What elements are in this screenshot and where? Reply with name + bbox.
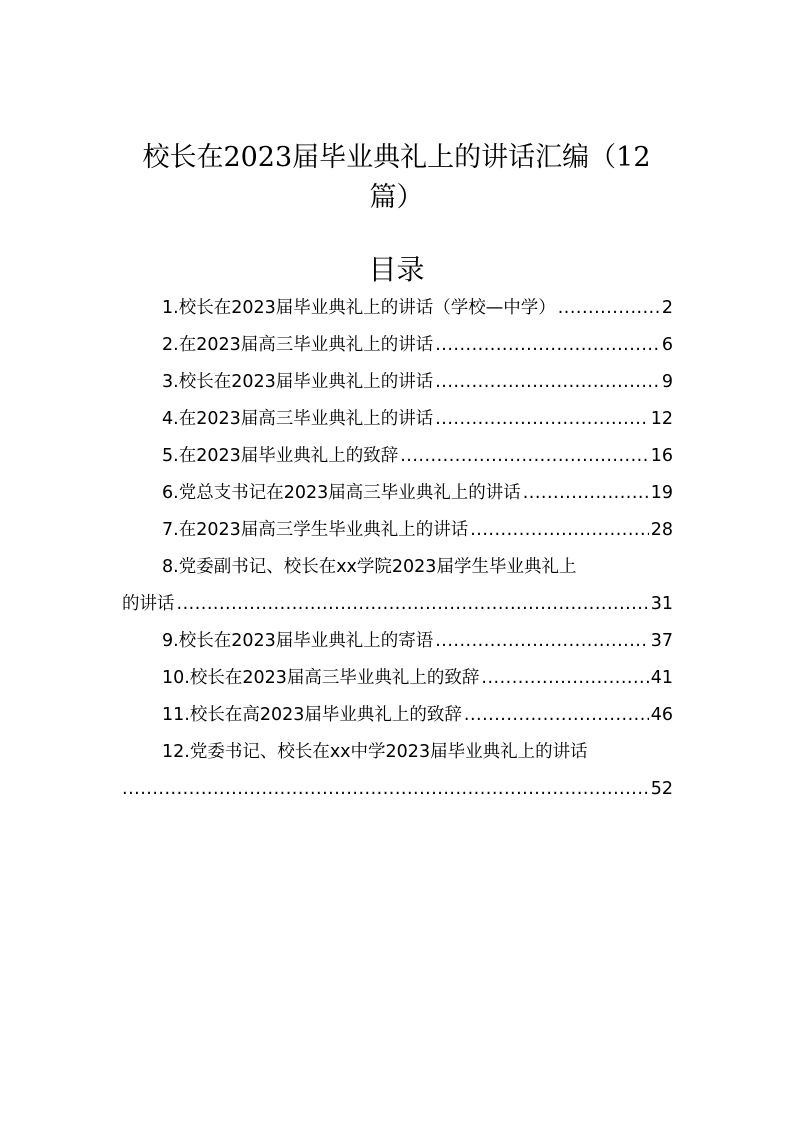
table-of-contents: [122, 290, 673, 808]
toc-entry[interactable]: [122, 549, 673, 623]
toc-entry-page: 41: [650, 668, 673, 688]
toc-entry[interactable]: [122, 697, 673, 734]
dot-leader: [122, 771, 649, 808]
toc-entry-page: 16: [650, 446, 673, 466]
toc-entry-page: 31: [650, 594, 673, 614]
document-title-line2: 篇）: [369, 182, 424, 213]
toc-entry[interactable]: [122, 401, 673, 438]
toc-entry-title: 5.在2023届毕业典礼上的致辞: [162, 446, 399, 466]
dot-leader: [435, 364, 660, 401]
dot-leader: [558, 290, 660, 327]
dot-leader: [523, 475, 649, 512]
toc-entry-title: 2.在2023届高三毕业典礼上的讲话: [162, 335, 434, 355]
toc-entry-title: 7.在2023届高三学生毕业典礼上的讲话: [162, 520, 469, 540]
toc-entry-page: 6: [661, 335, 673, 355]
dot-leader: [481, 660, 648, 697]
toc-entry[interactable]: [122, 660, 673, 697]
dot-leader: [400, 438, 648, 475]
toc-entry[interactable]: [122, 364, 673, 401]
toc-entry-title: 6.党总支书记在2023届高三毕业典礼上的讲话: [162, 483, 521, 503]
dot-leader: [435, 401, 648, 438]
dot-leader: [177, 586, 649, 623]
toc-entry-title: 9.校长在2023届毕业典礼上的寄语: [162, 631, 434, 651]
toc-entry[interactable]: [122, 327, 673, 364]
toc-entry-title: 3.校长在2023届毕业典礼上的讲话: [162, 372, 434, 392]
toc-entry-title: 10.校长在2023届高三毕业典礼上的致辞: [162, 668, 480, 688]
toc-entry-title: 12.党委书记、校长在xx中学2023届毕业典礼上的讲话: [162, 742, 588, 762]
toc-entry-title: 11.校长在高2023届毕业典礼上的致辞: [162, 705, 462, 725]
toc-entry[interactable]: [122, 290, 673, 327]
toc-entry-page: 12: [650, 409, 673, 429]
toc-entry[interactable]: [122, 475, 673, 512]
toc-entry[interactable]: [122, 734, 673, 808]
toc-entry-title-cont: 的讲话: [122, 594, 175, 614]
document-title-line1: 校长在2023届毕业典礼上的讲话汇编（12: [142, 142, 651, 173]
toc-entry[interactable]: [122, 623, 673, 660]
toc-heading: 目录: [368, 253, 425, 286]
toc-entry-page: 28: [650, 520, 673, 540]
toc-entry-page: 46: [650, 705, 673, 725]
toc-entry[interactable]: [122, 438, 673, 475]
dot-leader: [464, 697, 649, 734]
toc-entry-title: 8.党委副书记、校长在xx学院2023届学生毕业典礼上: [162, 557, 577, 577]
toc-entry-page: 37: [650, 631, 673, 651]
dot-leader: [470, 512, 648, 549]
dot-leader: [435, 623, 648, 660]
toc-entry-page: 52: [650, 779, 673, 799]
toc-entry-page: 19: [650, 483, 673, 503]
toc-entry-title: 4.在2023届高三毕业典礼上的讲话: [162, 409, 434, 429]
document-title: [40, 138, 753, 218]
toc-entry[interactable]: [122, 512, 673, 549]
toc-entry-title: 1.校长在2023届毕业典礼上的讲话（学校—中学）: [162, 298, 556, 318]
dot-leader: [435, 327, 660, 364]
toc-entry-page: 9: [661, 372, 673, 392]
toc-entry-page: 2: [661, 298, 673, 318]
